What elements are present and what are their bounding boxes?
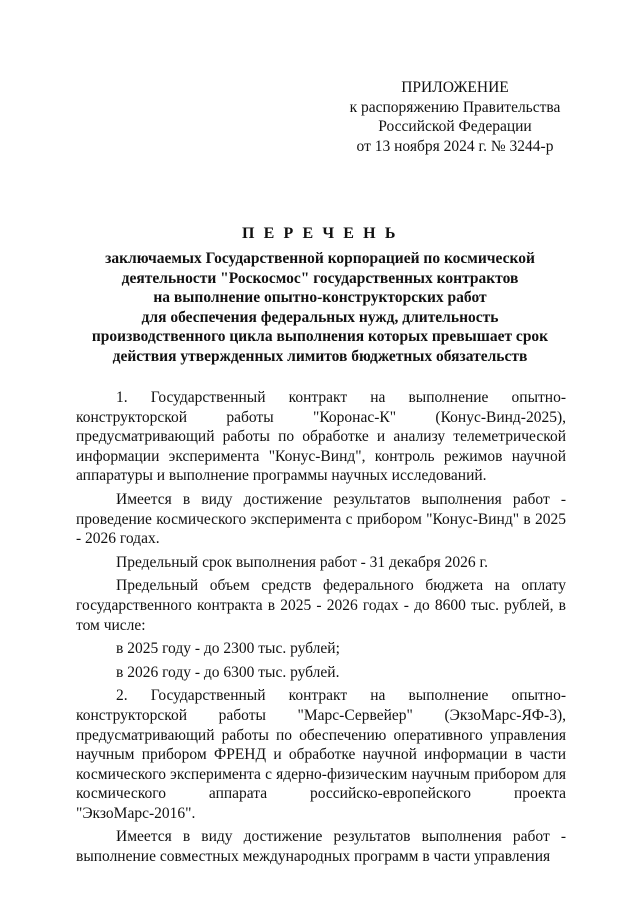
subheading-line: для обеспечения федеральных нужд, длительность: [141, 308, 499, 326]
budget-line-2026: в 2026 году - до 6300 тыс. рублей.: [116, 663, 340, 681]
paragraph-result-2: Имеется в виду достижение результатов выполнения работ - выполнение совместных международных программ в части управления: [76, 828, 566, 866]
paragraph-budget-1: Предельный объем средств федерального бюджета на оплату государственного контракта в 2025 - 2026 годах - до 8600 тыс. рублей, в том числе:: [76, 577, 566, 634]
subheading-line: заключаемых Государственной корпорацией по космической: [105, 250, 535, 267]
paragraph-result-1: Имеется в виду достижение результатов выполнения работ - проведение космического эксперимента с прибором "Конус-Винд" в 2025 - 2026 годах.: [76, 490, 566, 548]
paragraph-item-2: 2. Государственный контракт на выполнение опытно-конструкторской работы "Марс-Сервейер" (ЭкзоМарс-ЯФ-3), предусматривающий работы по обеспечению оперативного управления научным прибором ФРЕНД и обработке научной информации в части космического эксперимента с ядерно-физическим научным прибором для космического аппарата российско-европейского проекта "ЭкзоМарс-2016".: [76, 687, 566, 822]
budget-line-2025: в 2025 году - до 2300 тыс. рублей;: [116, 640, 340, 658]
paragraph-item-1: 1. Государственный контракт на выполнение опытно-конструкторской работы "Коронас-К" (Конус-Винд-2025), предусматривающий работы по обработке и анализу телеметрической информации эксперимента "Конус-Винд", контроль режимов научной аппаратуры и выполнение программы научных исследований.: [76, 389, 566, 485]
appendix-date: от 13 ноября 2024 г. № 3244-р: [356, 137, 554, 155]
document-heading: П Е Р Е Ч Е Н Ь: [242, 225, 398, 242]
appendix-line: к распоряжению Правительства: [349, 98, 561, 116]
document-body: [76, 388, 566, 871]
appendix-title: ПРИЛОЖЕНИЕ: [401, 79, 509, 96]
subheading-line: производственного цикла выполнения которых превышает срок: [91, 328, 549, 345]
subheading-line: деятельности "Роскосмос" государственных контрактов: [121, 269, 519, 287]
document-subheading: [60, 249, 580, 366]
subheading-line: на выполнение опытно-конструкторских работ: [153, 289, 487, 306]
appendix-line: Российской Федерации: [378, 118, 532, 135]
appendix-block: [330, 78, 580, 156]
subheading-line: действия утвержденных лимитов бюджетных обязательств: [112, 347, 528, 365]
paragraph-deadline-1: Предельный срок выполнения работ - 31 декабря 2026 г.: [116, 553, 488, 571]
